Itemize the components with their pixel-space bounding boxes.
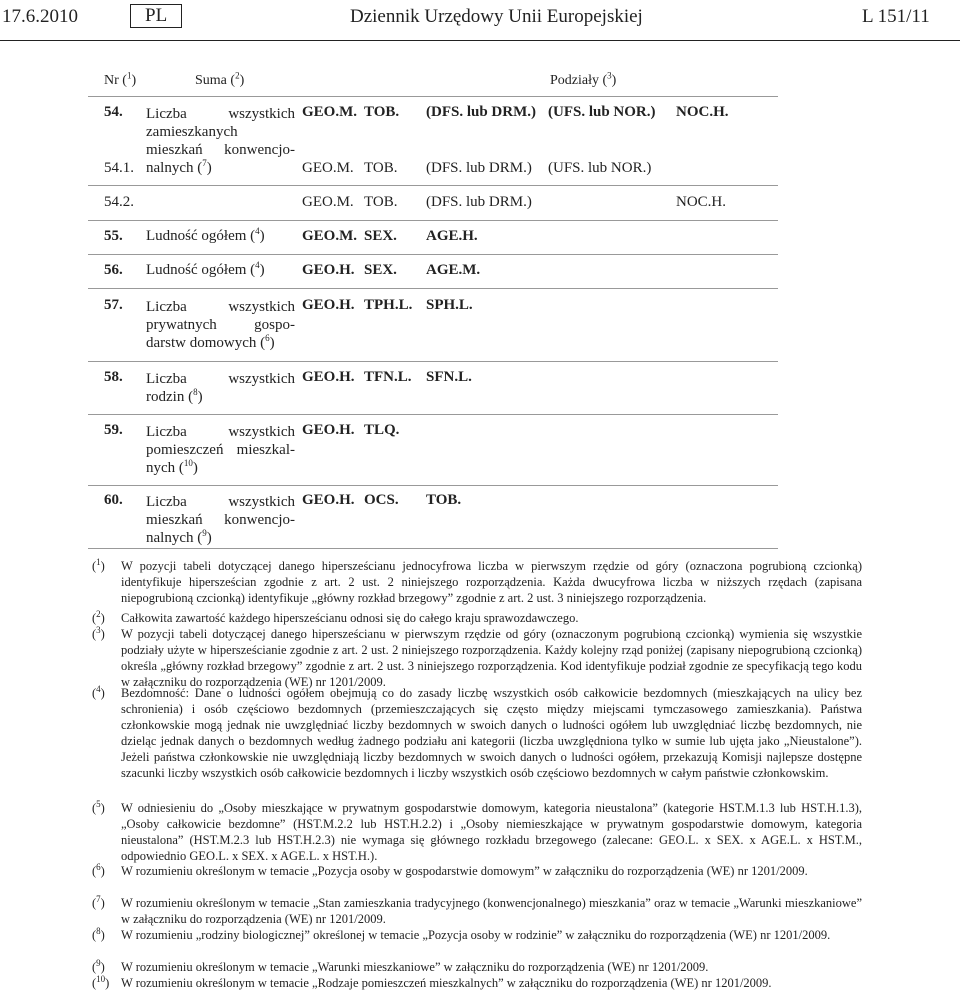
col-header-podzialy: Podziały ($^3$): [550, 70, 617, 88]
footnote: ($^{10}$) W rozumieniu określonym w temacie „Rodzaje pomieszczeń mieszkalnych” w załączniku do rozporządzenia (WE) nr 1201/2009.: [92, 973, 772, 990]
row-number: 58.: [104, 369, 123, 385]
row-description: Ludność ogółem ($^4$): [146, 260, 265, 278]
table-bottom-rule: [88, 548, 778, 549]
footnote: ($^1$) W pozycji tabeli dotyczącej danego hipersześcianu jednocyfrowa liczba w pierwszym rzędzie od góry (oznaczona pogrubioną czcionką) identyfikuje hipersześcian zgodnie z art. 2 ust. 2 niniejszego rozporządzenia. Każda dwucyfrowa liczba w niższych rzędach (zapisana niepogrubioną czcionką) identyfikuje „główny rozkład brzegowy” zgodnie z art. 2 ust. 3 niniejszego rozporządzenia.: [92, 556, 862, 605]
table-cell: OCS.: [364, 492, 399, 508]
table-cell: SEX.: [364, 228, 397, 244]
table-cell: AGE.M.: [426, 262, 481, 278]
footnote: ($^3$) W pozycji tabeli dotyczącej danego hipersześcianu w pierwszym rzędzie od góry (oznaczonym pogrubioną czcionką) wymienia się wszystkie podziały użyte w hipersześcianie zgodnie z art. 2 ust. 2 niniejszego rozporządzenia. Każdy kolejny rząd poniżej (zapisany niepogrubioną czcionką) określa „główny rozkład brzegowy” zgodnie z art. 2 ust. 3 niniejszego rozporządzenia. Kod identyfikuje podział zgodnie ze specyfikacją tego kodu w załączniku do rozporządzenia (WE) nr 1201/2009.: [92, 624, 862, 689]
table-cell: TOB.: [364, 104, 400, 120]
footnote: ($^6$) W rozumieniu określonym w temacie „Pozycja osoby w gospodarstwie domowym” w załączniku do rozporządzenia (WE) nr 1201/2009.: [92, 861, 808, 878]
table-cell: GEO.M.: [302, 160, 354, 176]
table-cell: SPH.L.: [426, 297, 473, 313]
row-number: 54.1.: [104, 160, 134, 176]
row-description: Liczba wszystkich zamieszkanych mieszkań konwencjo- nalnych ($^7$): [146, 106, 295, 176]
table-cell: TOB.: [364, 160, 398, 176]
row-rule: [88, 185, 778, 186]
table-cell: SFN.L.: [426, 369, 472, 385]
row-rule: [88, 288, 778, 289]
table-cell: SEX.: [364, 262, 397, 278]
footnote: ($^9$) W rozumieniu określonym w temacie „Warunki mieszkaniowe” w załączniku do rozporządzenia (WE) nr 1201/2009.: [92, 957, 709, 974]
table-cell: GEO.H.: [302, 422, 355, 438]
table-cell: TLQ.: [364, 422, 400, 438]
row-number: 55.: [104, 228, 123, 244]
row-description: Ludność ogółem ($^4$): [146, 226, 265, 244]
journal-title: Dziennik Urzędowy Unii Europejskiej: [350, 6, 643, 27]
table-cell: (DFS. lub DRM.): [426, 160, 532, 176]
table-cell: (DFS. lub DRM.): [426, 194, 532, 210]
col-header-suma: Suma ($^2$): [195, 70, 245, 88]
row-number: 56.: [104, 262, 123, 278]
table-cell: TPH.L.: [364, 297, 413, 313]
footnote: ($^4$) Bezdomność: Dane o ludności ogółem obejmują co do zasady liczbę wszystkich osób całkowicie bezdomnych (mieszkających na ulicy bez schronienia) i osób częściowo bezdomnych (przemieszczających się często między miejscami tymczasowego zamieszkania). Państwa członkowskie mogą jednak nie uwzględniać liczby bezdomnych w swoich danych o ludności ogółem lub uwzględniać liczbę bezdomnych, nie dzieląc jednak danych o bezdomnych według żadnego podziału ani kategorii (liczba uwzględniona tylko w sumie lub ujęta jako „Nieustalone”). Jeżeli państwa członkowskie nie uwzględniają liczby bezdomnych w swoich danych o ludności ogółem, przekazują Komisji najlepsze dostępne szacunki liczby wszystkich osób całkowicie bezdomnych i liczby wszystkich osób częściowo bezdomnych w całym państwie członkowskim.: [92, 683, 862, 780]
table-cell: TFN.L.: [364, 369, 412, 385]
row-number: 54.2.: [104, 194, 134, 210]
footnote: ($^8$) W rozumieniu „rodziny biologicznej” określonej w temacie „Pozycja osoby w rodzinie” w załączniku do rozporządzenia (WE) nr 1201/2009.: [92, 925, 831, 942]
footnote: ($^7$) W rozumieniu określonym w temacie „Stan zamieszkania tradycyjnego (konwencjonalnego) mieszkania” oraz w temacie „Warunki mieszkaniowe” w załączniku do rozporządzenia (WE) nr 1201/2009.: [92, 893, 862, 926]
table-cell: GEO.M.: [302, 194, 354, 210]
table-header-rule: [88, 96, 778, 97]
table-cell: GEO.H.: [302, 492, 355, 508]
row-description: Liczba wszystkich prywatnych gospo- darstw domowych ($^6$): [146, 299, 295, 351]
row-number: 60.: [104, 492, 123, 508]
row-rule: [88, 254, 778, 255]
row-rule: [88, 414, 778, 415]
row-rule: [88, 485, 778, 486]
table-cell: GEO.M.: [302, 104, 357, 120]
page-header: [0, 0, 960, 40]
table-cell: GEO.M.: [302, 228, 357, 244]
table-cell: TOB.: [426, 492, 462, 508]
header-divider: [0, 40, 960, 41]
footnote: ($^2$) Całkowita zawartość każdego hipersześcianu odnosi się do całego kraju sprawozdawczego.: [92, 608, 579, 625]
row-rule: [88, 361, 778, 362]
table-cell: TOB.: [364, 194, 398, 210]
table-cell: (UFS. lub NOR.): [548, 160, 652, 176]
row-number: 57.: [104, 297, 123, 313]
publication-date: 17.6.2010: [2, 6, 78, 27]
language-badge: PL: [130, 4, 182, 28]
row-rule: [88, 220, 778, 221]
row-description: Liczba wszystkich rodzin ($^8$): [146, 371, 295, 405]
table-cell: GEO.H.: [302, 297, 355, 313]
row-description: Liczba wszystkich pomieszczeń mieszkal- nych ($^{10}$): [146, 424, 295, 476]
footnote: ($^5$) W odniesieniu do „Osoby mieszkające w prywatnym gospodarstwie domowym, kategoria nieustalona” (kategorie HST.M.1.3 lub HST.H.1.3), „Osoby całkowicie bezdomne” (HST.M.2.2 lub HST.H.2.2) i „Osoby niemieszkające w prywatnym gospodarstwie domowym, kategoria nieustalona” (HST.M.2.3 lub HST.H.2.3) nie wymaga się głównego rozkładu brzegowego (zalecane: GEO.L. x SEX. x AGE.L. x HST.M., odpowiednio GEO.L. x SEX. x AGE.L. x HST.H.).: [92, 798, 862, 863]
table-cell: NOC.H.: [676, 104, 729, 120]
table-cell: AGE.H.: [426, 228, 478, 244]
table-cell: GEO.H.: [302, 262, 355, 278]
table-cell: (DFS. lub DRM.): [426, 104, 537, 120]
row-description: Liczba wszystkich mieszkań konwencjo- nalnych ($^9$): [146, 494, 295, 546]
table-cell: NOC.H.: [676, 194, 727, 210]
page-reference: L 151/11: [862, 6, 930, 27]
col-header-nr: Nr ($^1$): [104, 70, 137, 88]
table-cell: GEO.H.: [302, 369, 355, 385]
table-cell: (UFS. lub NOR.): [548, 104, 656, 120]
row-number: 54.: [104, 104, 123, 120]
row-number: 59.: [104, 422, 123, 438]
